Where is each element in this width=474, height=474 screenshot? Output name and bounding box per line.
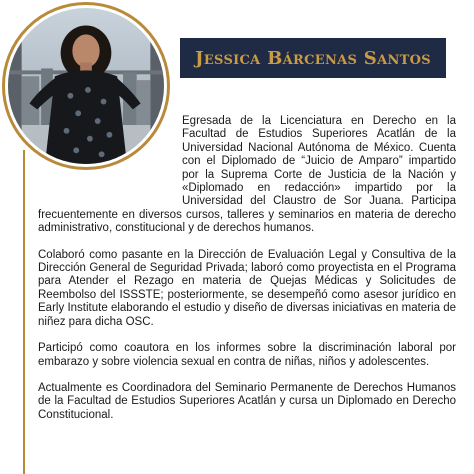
photo-text-wrap-spacer <box>38 115 182 207</box>
person-name: Jessica Bárcenas Santos <box>195 47 431 69</box>
bio-paragraph-experience: Colaboró como pasante en la Dirección de Evaluación Legal y Consultiva de la Dirección General de Seguridad Privada; laboró como proyectista en el Programa para Atender el Rezago en materia de Quejas Médicas y Solicitudes de Reembolso del ISSSTE; posteriormente, se desempeñó como asesor jurídico en Early Institute elaborando el estudio y diseño de diversas iniciativas en materia de niñez para dicha OSC. <box>38 248 456 328</box>
bio-paragraph-reports: Participó como coautora en los informes sobre la discriminación laboral por embarazo y sobre violencia sexual en contra de niñas, niños y adolescentes. <box>38 342 456 368</box>
gold-divider-line <box>23 150 25 474</box>
biography-text <box>38 115 456 435</box>
bio-paragraph-education: Egresada de la Licenciatura en Derecho en la Facultad de Estudios Superiores Acatlán de la Universidad Nacional Autónoma de México. Cuenta con el Diplomado de “Juicio de Amparo” impartido por la Suprema Corte de Justicia de la Nación y «Diplomado en redacción» impartido por la Universidad del Claustro de Sor Juana. Participa frecuentemente en diversos cursos, talleres y seminarios en materia de derecho administrativo, constitucional y de derechos humanos. <box>38 115 456 235</box>
bio-paragraph-current-role: Actualmente es Coordinadora del Seminario Permanente de Derechos Humanos de la Facultad de Estudios Superiores Acatlán y cursa un Diplomado en Derecho Constitucional. <box>38 381 456 421</box>
name-banner <box>180 38 446 78</box>
